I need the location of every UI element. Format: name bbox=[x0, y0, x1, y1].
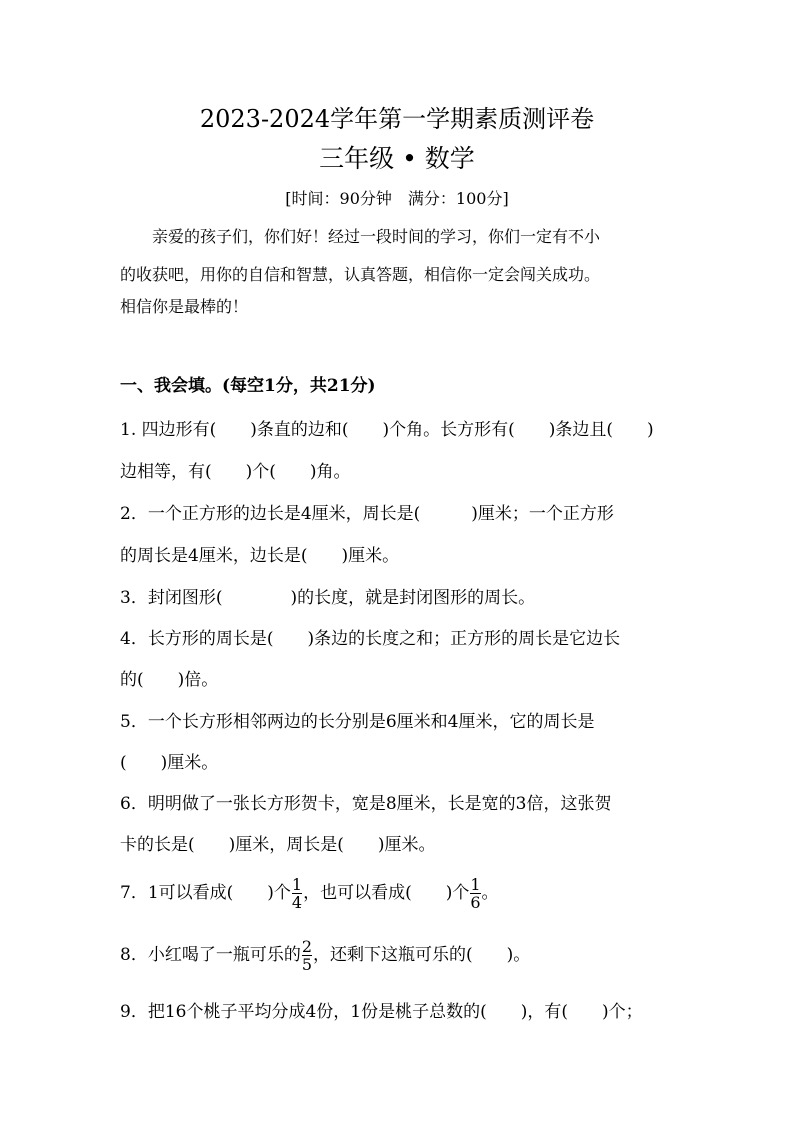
question-5-line-1: 5．一个长方形相邻两边的长分别是6厘米和4厘米，它的周长是 bbox=[120, 712, 595, 732]
fraction-denominator: 4 bbox=[291, 893, 303, 912]
question-6-line-2: 卡的长是( )厘米，周长是( )厘米。 bbox=[120, 835, 436, 855]
question-7 bbox=[120, 876, 499, 911]
question-4-line-2: 的( )倍。 bbox=[120, 670, 219, 690]
question-2-line-1: 2．一个正方形的边长是4厘米，周长是( )厘米；一个正方形 bbox=[120, 504, 614, 524]
intro-line-1: 亲爱的孩子们，你们好！经过一段时间的学习，你们一定有不小 bbox=[120, 227, 601, 246]
question-1-line-2: 边相等，有( )个( )角。 bbox=[120, 462, 351, 482]
question-8-text-1: 8．小红喝了一瓶可乐的 bbox=[120, 945, 301, 965]
question-3: 3．封闭图形( )的长度，就是封闭图形的周长。 bbox=[120, 588, 536, 608]
question-8-text-2: ，还剩下这瓶可乐的( )。 bbox=[313, 945, 531, 965]
intro-line-3: 相信你是最棒的！ bbox=[120, 297, 249, 316]
question-9: 9．把16个桃子平均分成4份，1份是桃子总数的( )，有( )个； bbox=[120, 1002, 643, 1022]
question-7-text-1: 7．1可以看成( )个 bbox=[120, 883, 291, 903]
question-7-text-2: ，也可以看成( )个 bbox=[303, 883, 470, 903]
intro-line-2: 的收获吧，用你的自信和智慧，认真答题，相信你一定会闯关成功。 bbox=[120, 265, 601, 284]
fraction-denominator: 5 bbox=[301, 955, 313, 974]
question-2-line-2: 的周长是4厘米，边长是( )厘米。 bbox=[120, 546, 400, 566]
fraction-numerator: 1 bbox=[470, 875, 481, 894]
question-5-line-2: ( )厘米。 bbox=[120, 753, 219, 773]
exam-time-info: [时间：90分钟 满分：100分] bbox=[285, 189, 509, 208]
question-8 bbox=[120, 938, 530, 973]
section-1-title: 一、我会填。(每空1分，共21分) bbox=[120, 376, 376, 396]
question-7-text-3: 。 bbox=[481, 883, 499, 903]
page-subtitle: 三年级 • 数学 bbox=[319, 144, 475, 173]
question-1-line-1: 1. 四边形有( )条直的边和( )个角。长方形有( )条边且( ) bbox=[120, 420, 654, 440]
fraction-one-quarter bbox=[292, 876, 302, 911]
fraction-two-fifths bbox=[302, 938, 312, 973]
fraction-numerator: 1 bbox=[291, 875, 303, 894]
fraction-one-sixth bbox=[470, 876, 480, 911]
question-6-line-1: 6．明明做了一张长方形贺卡，宽是8厘米，长是宽的3倍，这张贺 bbox=[120, 794, 612, 814]
fraction-denominator: 6 bbox=[470, 893, 481, 912]
question-4-line-1: 4．长方形的周长是( )条边的长度之和；正方形的周长是它边长 bbox=[120, 629, 621, 649]
page-title: 2023-2024学年第一学期素质测评卷 bbox=[199, 105, 595, 133]
fraction-numerator: 2 bbox=[301, 937, 313, 956]
